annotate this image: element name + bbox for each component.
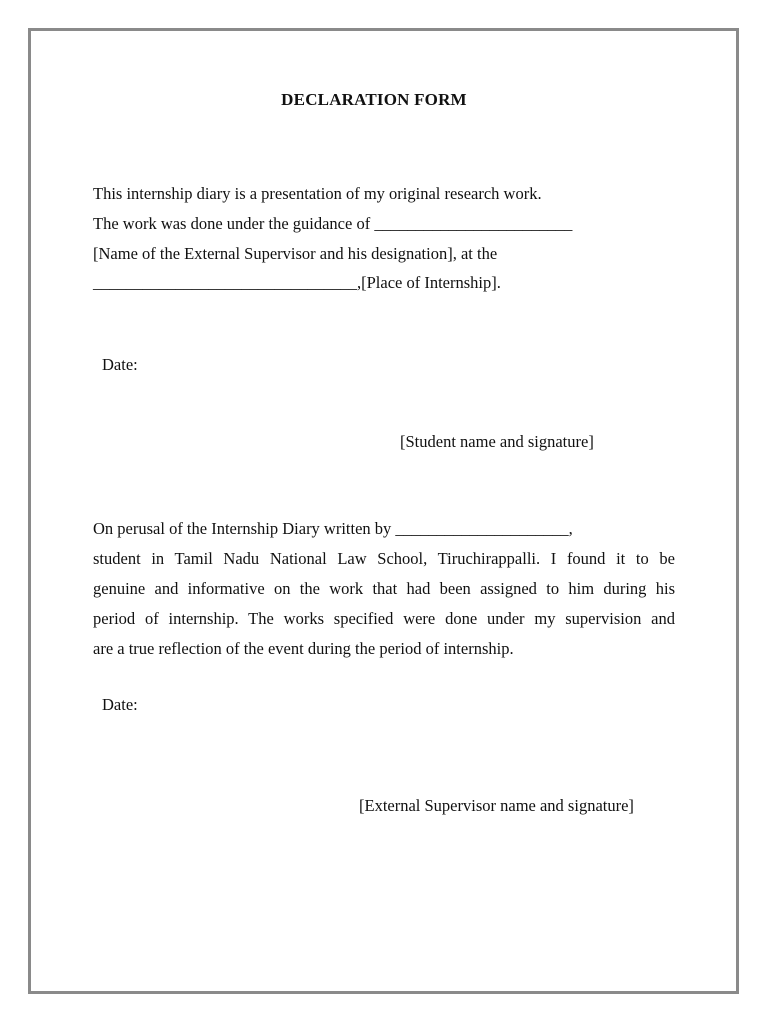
perusal-line-1: On perusal of the Internship Diary written by _____________________, [93, 519, 573, 538]
perusal-paragraph [93, 514, 675, 664]
declaration-line-3: [Name of the External Supervisor and his designation], at the [93, 244, 498, 263]
form-title: DECLARATION FORM [281, 90, 467, 109]
supervisor-signature-label: [External Supervisor name and signature] [359, 796, 634, 815]
student-signature-label: [Student name and signature] [400, 432, 594, 451]
perusal-line-2: student in Tamil Nadu National Law School, Tiruchirappalli. I found it to be [93, 549, 675, 568]
declaration-line-1: This internship diary is a presentation of my original research work. [93, 184, 542, 203]
declaration-line-4: ________________________________,[Place of Internship]. [93, 273, 501, 292]
supervisor-date-label: Date: [102, 695, 138, 714]
declaration-line-2: The work was done under the guidance of ________________________ [93, 214, 573, 233]
page-border [28, 28, 739, 994]
perusal-line-5: are a true reflection of the event during the period of internship. [93, 639, 514, 658]
perusal-line-3: genuine and informative on the work that had been assigned to him during his [93, 579, 675, 598]
student-date-label: Date: [102, 355, 138, 374]
perusal-line-4: period of internship. The works specified were done under my supervision and [93, 609, 675, 628]
